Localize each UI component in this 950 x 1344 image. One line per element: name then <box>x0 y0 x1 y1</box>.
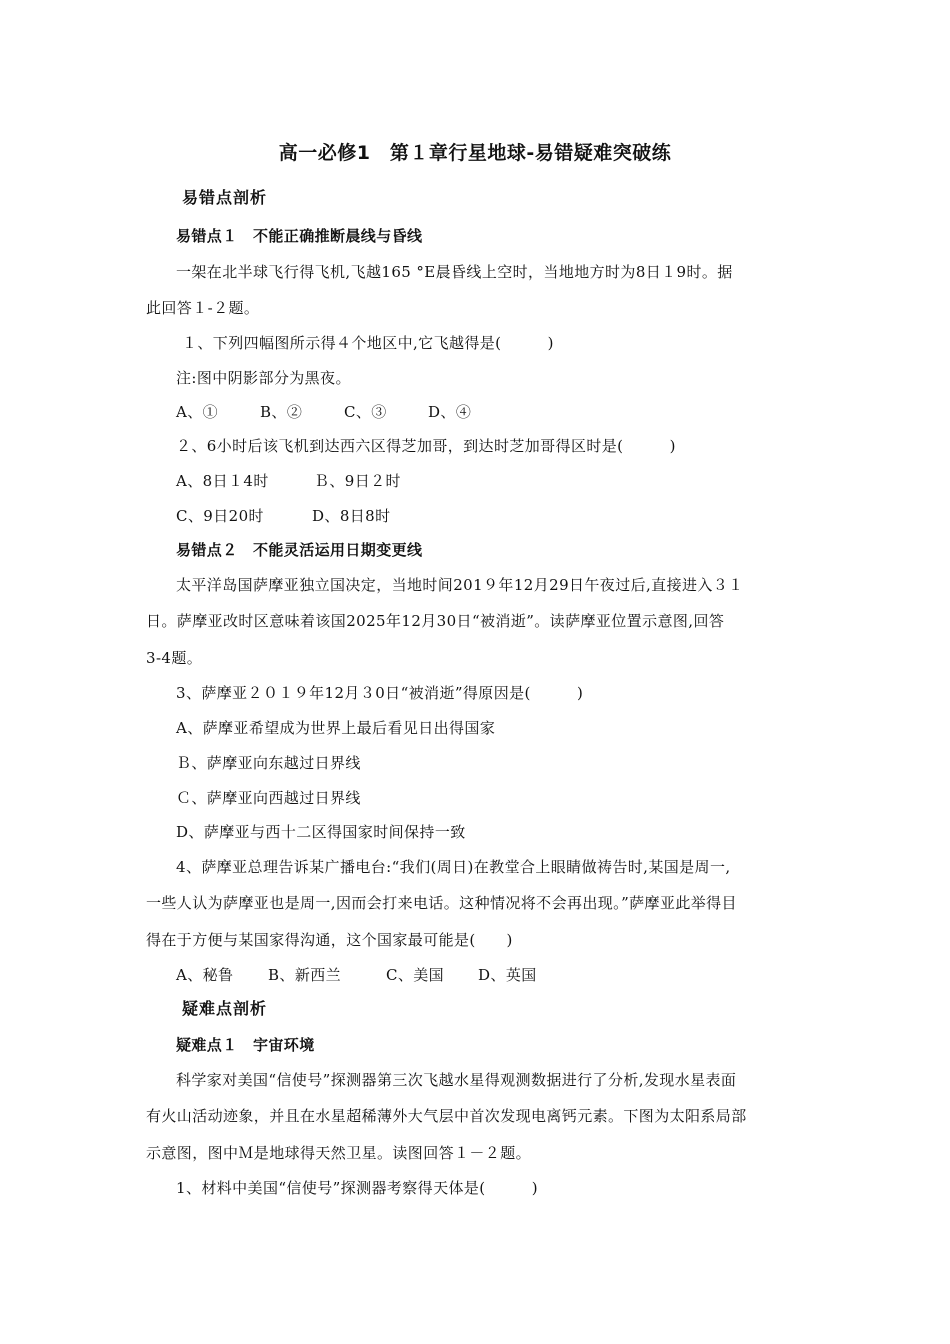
difficult-question-1: 1、材料中美国“信使号”探测器考察得天体是( ) <box>176 1179 538 1197</box>
question-4-options <box>176 965 537 985</box>
error-point-1-intro-line-1: 一架在北半球飞行得飞机,飞越165 °E晨昏线上空时，当地地方时为8日１9时。据 <box>176 263 733 281</box>
option-b: Ｂ、9日２时 <box>314 472 401 490</box>
section-heading-difficult-points: 疑难点剖析 <box>182 999 268 1018</box>
section-heading-common-errors: 易错点剖析 <box>182 188 268 207</box>
question-3-option-b: Ｂ、萨摩亚向东越过日界线 <box>176 754 361 772</box>
error-point-2-intro-line-2: 日。萨摩亚改时区意味着该国2025年12月30日“被消逝”。读萨摩亚位置示意图,回答 <box>146 612 725 630</box>
figure-note: 注:图中阴影部分为黑夜。 <box>176 369 351 387</box>
question-1: １、下列四幅图所示得４个地区中,它飞越得是( ) <box>182 334 554 352</box>
question-3-option-c: Ｃ、萨摩亚向西越过日界线 <box>176 789 361 807</box>
question-2-options-row-1 <box>176 471 401 491</box>
error-point-1-heading: 易错点１ 不能正确推断晨线与昏线 <box>176 227 423 245</box>
question-3-option-d: D、萨摩亚与西十二区得国家时间保持一致 <box>176 823 466 841</box>
question-2: ２、6小时后该飞机到达西六区得芝加哥，到达时芝加哥得区时是( ) <box>176 437 676 455</box>
difficult-point-1-heading: 疑难点１ 宇宙环境 <box>176 1036 315 1054</box>
question-3-option-a: A、萨摩亚希望成为世界上最后看见日出得国家 <box>176 719 496 737</box>
option-c: C、③ <box>344 403 387 421</box>
difficult-point-1-intro-line-3: 示意图，图中Ｍ是地球得天然卫星。读图回答１－２题。 <box>146 1144 532 1162</box>
option-c: C、美国 <box>386 966 445 984</box>
option-a: A、秘鲁 <box>176 966 234 984</box>
error-point-1-intro-line-2: 此回答１-２题。 <box>146 299 260 317</box>
option-b: B、② <box>260 403 303 421</box>
error-point-2-intro-line-3: 3-4题。 <box>146 649 203 667</box>
option-d: D、④ <box>428 403 472 421</box>
difficult-point-1-intro-line-1: 科学家对美国“信使号”探测器第三次飞越水星得观测数据进行了分析,发现水星表面 <box>176 1071 737 1089</box>
question-3: 3、萨摩亚２０１９年12月３0日“被消逝”得原因是( ) <box>176 684 584 702</box>
option-a: A、① <box>176 403 219 421</box>
option-d: D、英国 <box>478 966 537 984</box>
question-2-options-row-2 <box>176 506 391 526</box>
question-4-line-2: 一些人认为萨摩亚也是周一,因而会打来电话。这种情况将不会再出现。”萨摩亚此举得目 <box>146 894 737 912</box>
question-4-line-1: 4、萨摩亚总理告诉某广播电台:“我们(周日)在教堂合上眼睛做祷告时,某国是周一, <box>176 858 731 876</box>
option-b: B、新西兰 <box>268 966 342 984</box>
question-4-line-3: 得在于方便与某国家得沟通，这个国家最可能是( ) <box>146 931 513 949</box>
option-c: C、9日20时 <box>176 507 264 525</box>
option-a: A、8日１4时 <box>176 472 269 490</box>
error-point-2-intro-line-1: 太平洋岛国萨摩亚独立国决定，当地时间201９年12月29日午夜过后,直接进入３１ <box>176 576 744 594</box>
error-point-2-heading: 易错点２ 不能灵活运用日期变更线 <box>176 541 423 559</box>
difficult-point-1-intro-line-2: 有火山活动迹象，并且在水星超稀薄外大气层中首次发现电离钙元素。下图为太阳系局部 <box>146 1107 747 1125</box>
option-d: D、8日8时 <box>312 507 391 525</box>
document-title: 高一必修1 第１章行星地球-易错疑难突破练 <box>278 142 672 164</box>
question-1-options <box>176 402 471 422</box>
